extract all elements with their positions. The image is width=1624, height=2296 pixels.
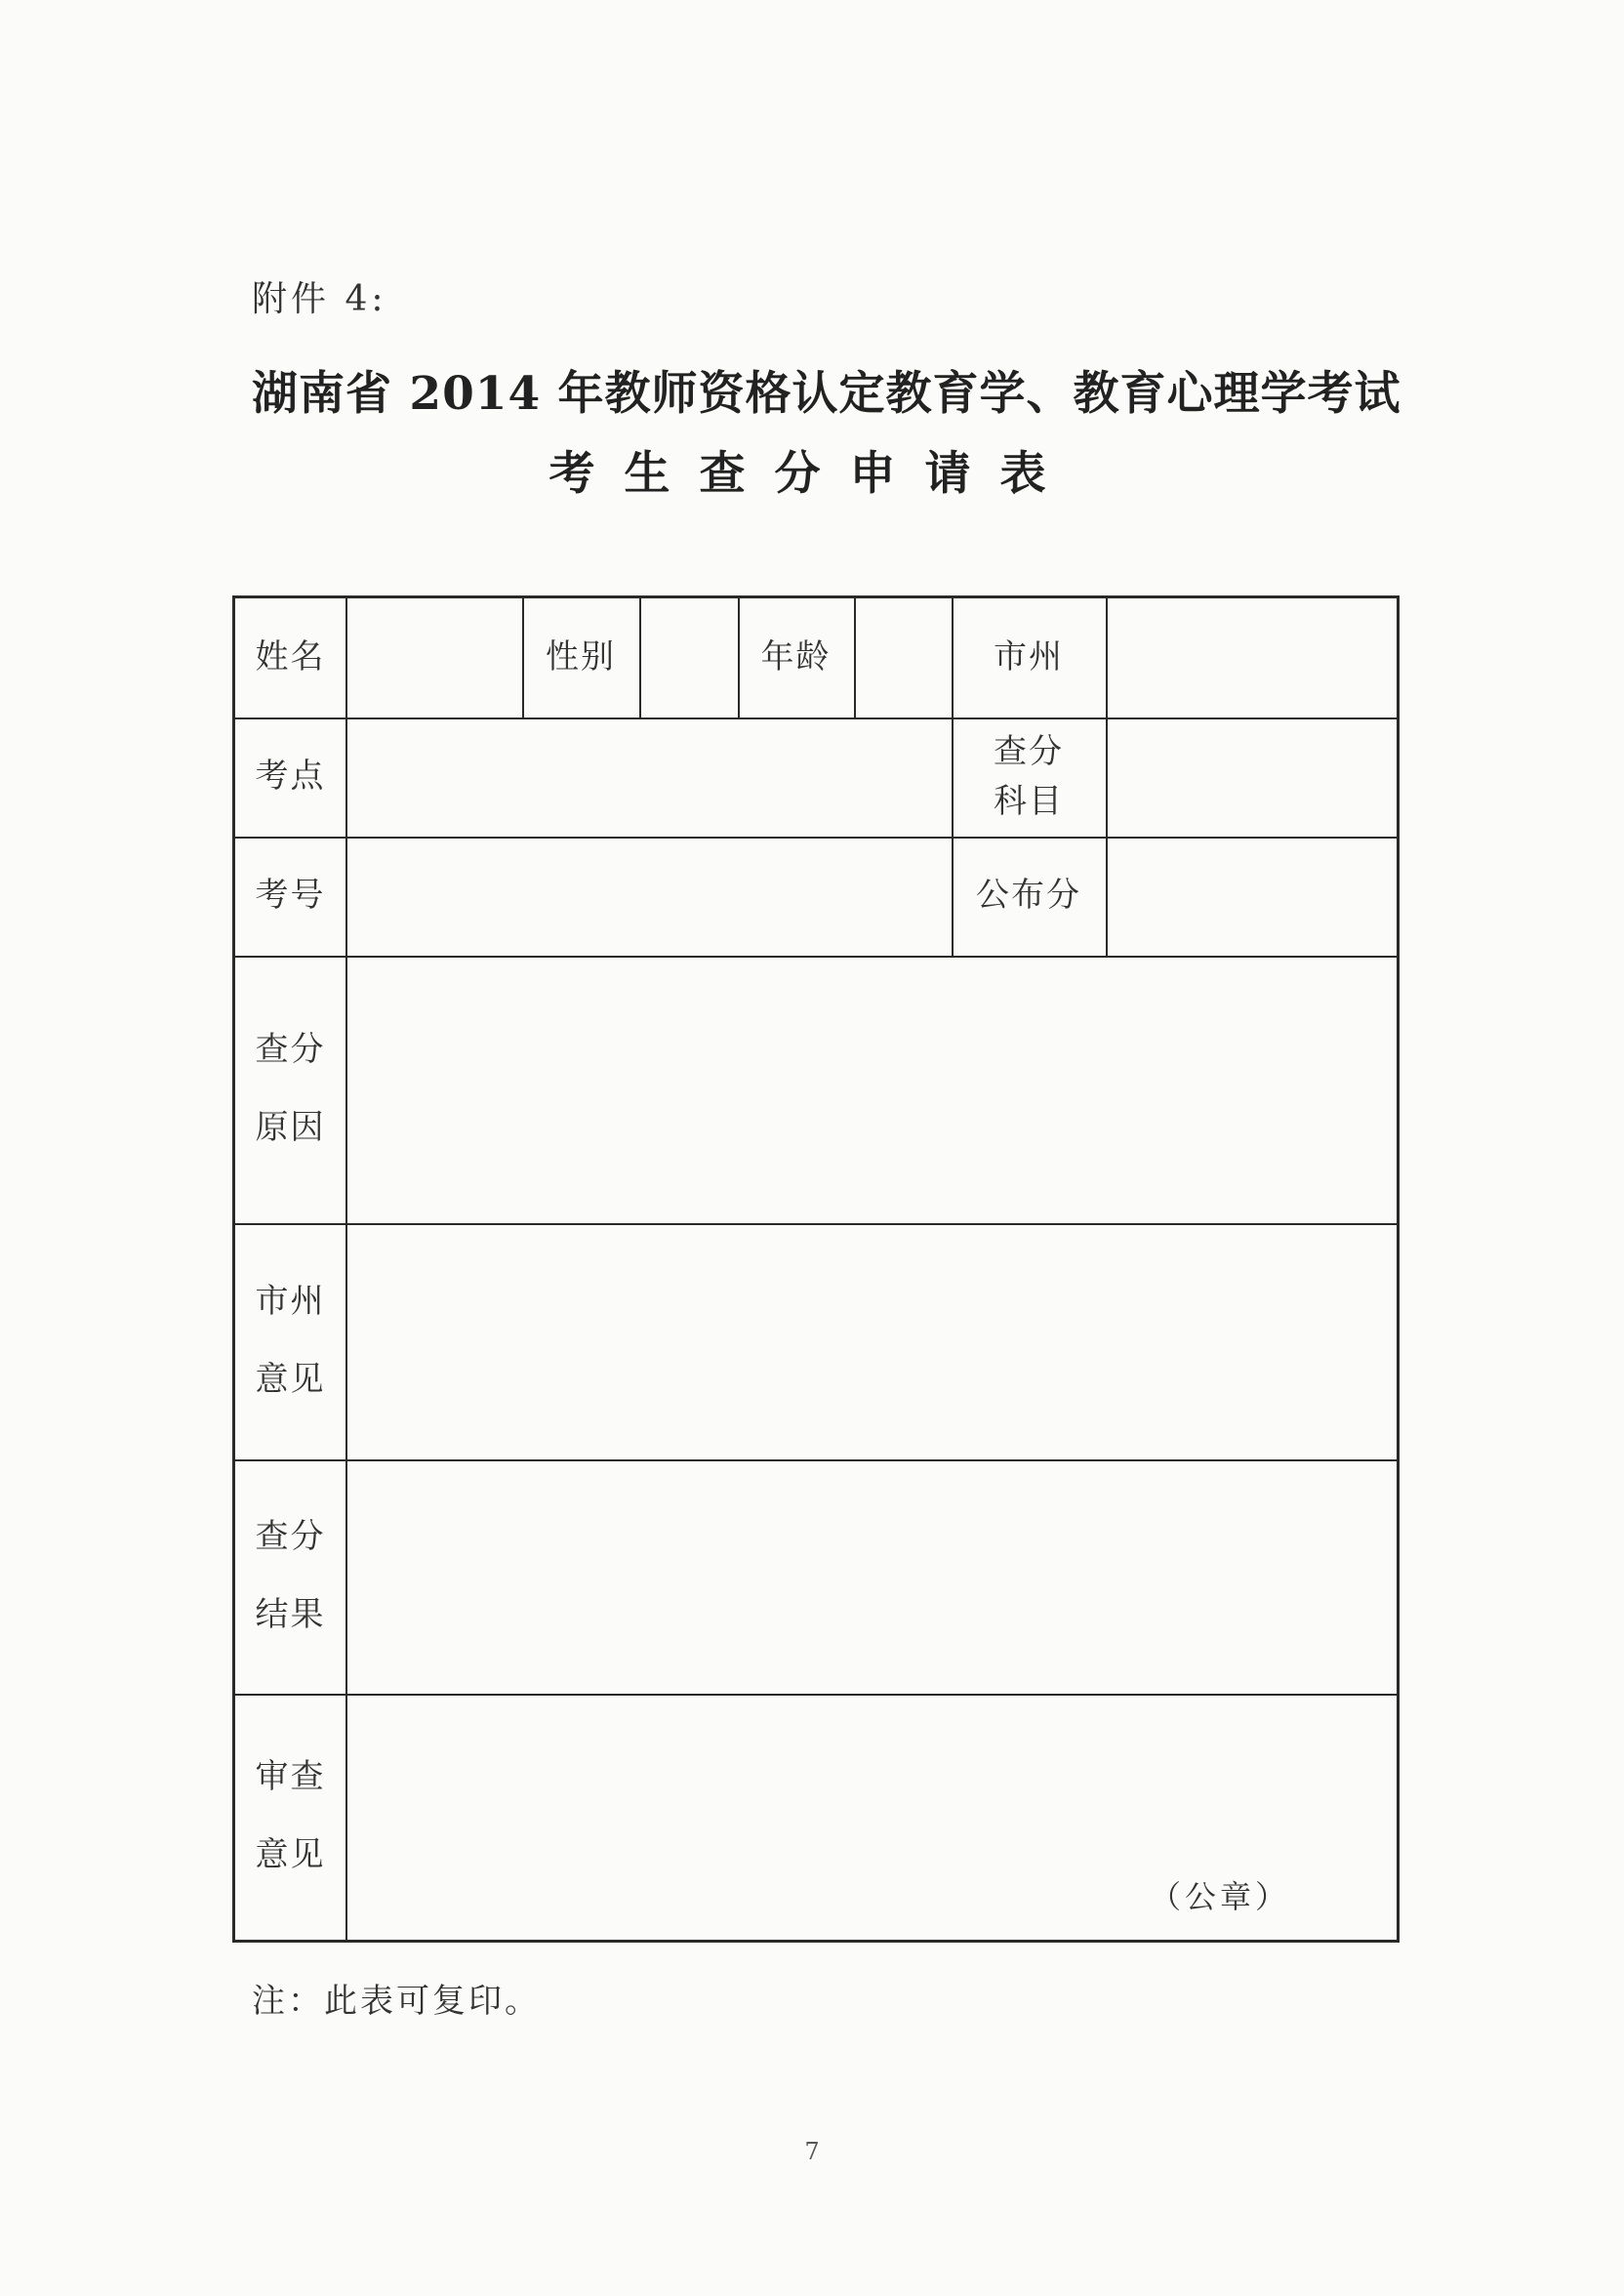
age-label: 年龄 [760,637,832,677]
page-number: 7 [804,2138,820,2165]
reason-label-line2: 原因 [255,1108,326,1147]
result-field[interactable] [347,1461,1397,1694]
subject-label-line2: 科目 [994,782,1064,821]
review-label-line2: 意见 [255,1835,326,1874]
exam-number-label: 考号 [255,876,326,916]
exam-number-field[interactable] [347,839,952,956]
application-form-table [232,595,1400,1943]
result-label [235,1459,345,1694]
document-title: 湖南省 2014 年教师资格认定教育学、教育心理学考试 [252,367,1401,421]
published-score-field[interactable] [1108,839,1397,956]
document-subtitle: 考生查分申请表 [548,447,1076,501]
review-label [235,1694,345,1940]
subject-label [952,718,1106,837]
footnote: 注：此表可复印。 [252,1982,541,2021]
city-opinion-label-line1: 市州 [255,1282,326,1322]
city-opinion-field[interactable] [347,1225,1397,1459]
reason-label [235,956,345,1223]
exam-site-label: 考点 [255,757,326,797]
name-field[interactable] [347,598,522,718]
published-score-label: 公布分 [976,876,1081,916]
age-field[interactable] [856,598,952,718]
subject-field[interactable] [1108,719,1397,837]
city-opinion-label [235,1223,345,1459]
subject-label-line1: 查分 [994,732,1064,771]
city-label: 市州 [994,637,1064,677]
gender-label: 性别 [546,637,616,677]
name-label: 姓名 [255,637,326,677]
result-label-line2: 结果 [255,1595,326,1634]
city-opinion-label-line2: 意见 [255,1360,326,1399]
result-label-line1: 查分 [255,1517,326,1557]
official-seal-label: （公章） [1150,1878,1291,1915]
reason-field[interactable] [347,958,1397,1223]
attachment-label: 附件 4: [252,279,387,319]
gender-field[interactable] [641,598,738,718]
city-field[interactable] [1108,598,1397,718]
review-label-line1: 审查 [255,1757,326,1797]
reason-label-line1: 查分 [255,1030,326,1070]
exam-site-field[interactable] [347,719,952,837]
